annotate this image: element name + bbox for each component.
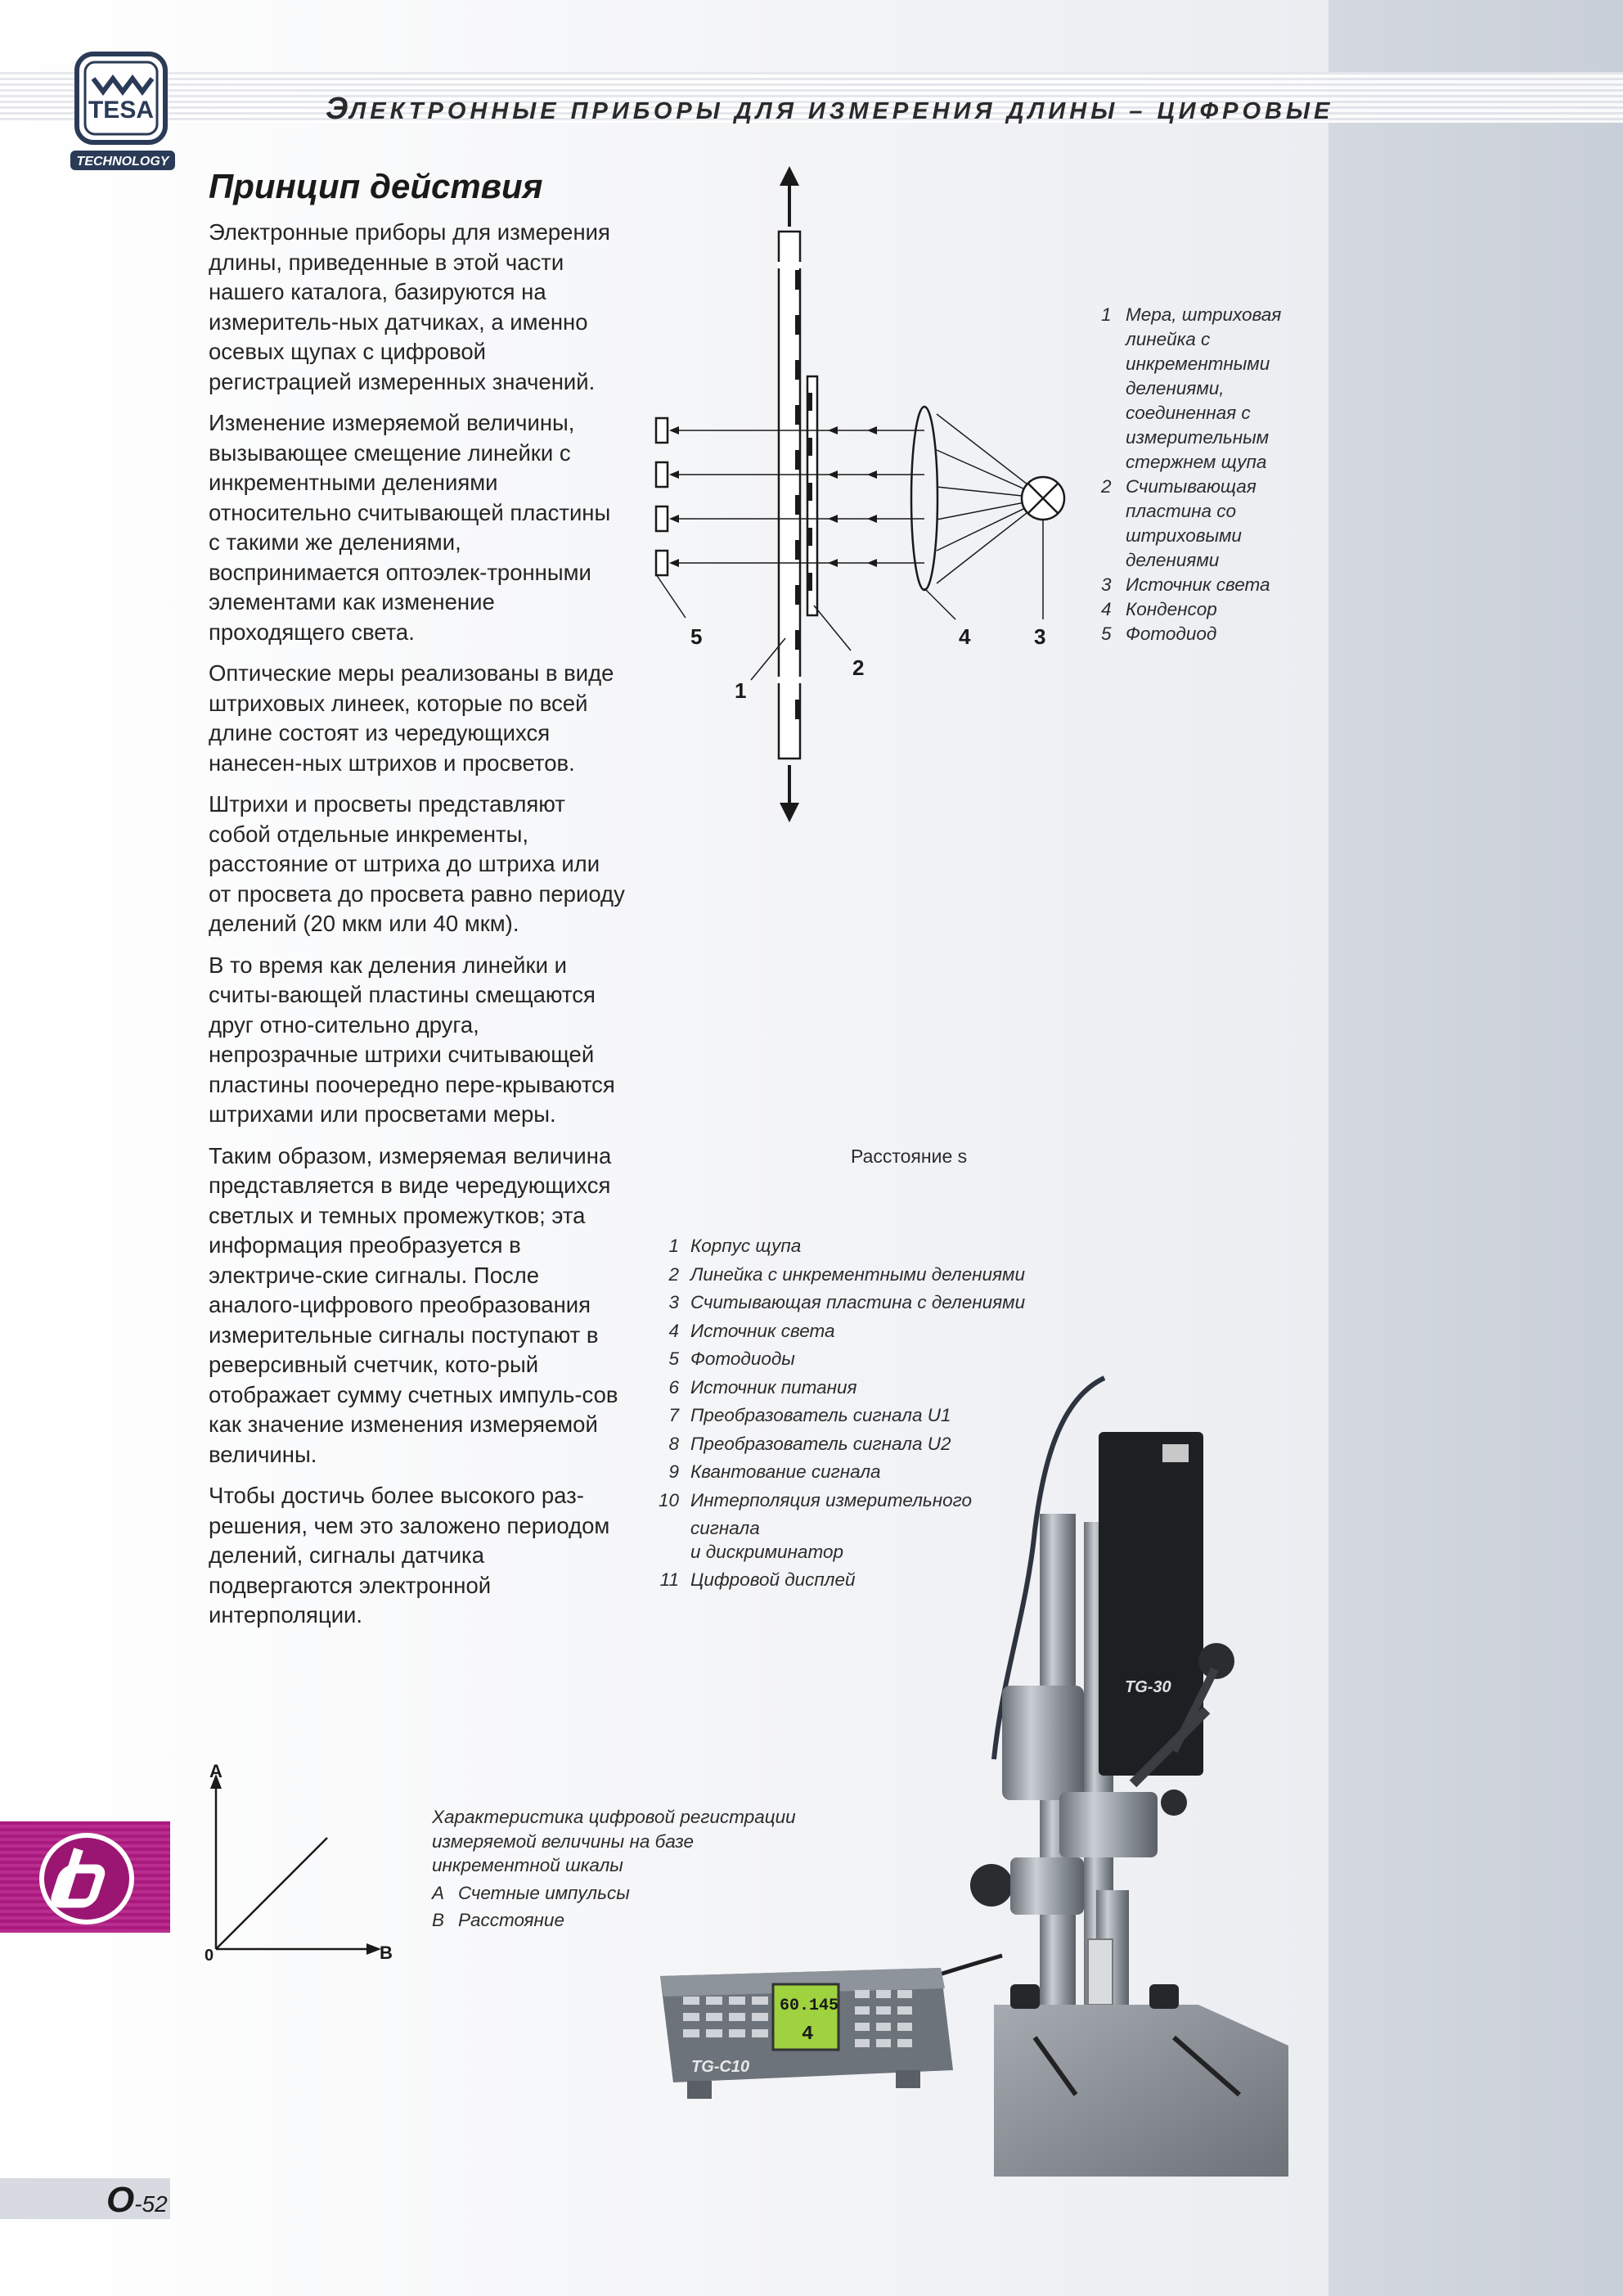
legend-item: 7 Преобразователь сигнала U1 [668, 1405, 951, 1425]
distance-label: Расстояние s [851, 1146, 968, 1167]
paragraph: Чтобы достичь более высокого раз-решения, чем это заложено периодом делений, сигналы датчика подвергаются электронной интерполяции. [209, 1483, 610, 1627]
diagram-label-5: 5 [690, 624, 703, 649]
paragraph: В то время как деления линейки и считы-вающей пластины смещаются друг отно-сительно друга, непрозрачные штрихи считывающей пластины поочередно пере-крываются штрихами или просветами меры. [209, 952, 615, 1127]
legend-item: 1 Мера, штриховая линейка с инкрементными делениями, соединенная с измерительным стержнем щупа [1101, 304, 1282, 472]
header-title-rest: ЛЕКТРОННЫЕ ПРИБОРЫ ДЛЯ ИЗМЕРЕНИЯ ДЛИНЫ – ЦИФРОВЫЕ [349, 98, 1334, 124]
arrow-up-icon [780, 166, 799, 186]
legend-item: 4 Источник света [668, 1320, 835, 1341]
paragraph: Электронные приборы для измерения длины, приведенные в этой части нашего каталога, базируются на измеритель-ных датчиках, а именно осевых щупах с цифровой регистрацией измеренных значений. [209, 219, 610, 394]
header-title [326, 92, 1333, 127]
leader-lines [656, 520, 1046, 680]
legend-item: 2 Линейка с инкрементными делениями [668, 1263, 1025, 1285]
origin-label: 0 [205, 1947, 214, 1964]
legend-item: 6 Источник питания [668, 1376, 857, 1398]
display-sub-value: 4 [802, 2024, 814, 2046]
logo-brand: TESA [88, 97, 155, 124]
right-background-band [1329, 0, 1623, 2296]
legend-item: 11 Цифровой дисплей [659, 1569, 856, 1590]
section-tab [0, 1821, 170, 1933]
diagram-label-2: 2 [852, 655, 865, 680]
stand-model-label: TG-30 [1125, 1678, 1171, 1696]
diagram-label-1: 1 [735, 678, 747, 703]
legend-item: 9 Квантование сигнала [668, 1461, 881, 1482]
legend-item: 8 Преобразователь сигнала U2 [668, 1433, 951, 1454]
page-number: O-52 [106, 2180, 168, 2220]
ray-arrowheads [669, 426, 877, 567]
photodiodes [656, 418, 668, 575]
diagram-label-3: 3 [1034, 624, 1046, 649]
legend-item: 3 Считывающая пластина с делениями [668, 1292, 1026, 1312]
body-text [209, 218, 626, 1642]
header-title-initial: Э [326, 92, 350, 126]
paragraph: Штрихи и просветы представляют собой отдельные инкременты, расстояние от штриха до штриха или от просвета до просвета равно периоду делений (20 мкм или 40 мкм). [209, 791, 625, 936]
legend-item: 4 Конденсор [1101, 599, 1217, 619]
legend-item: 3 Источник света [1101, 574, 1270, 595]
characteristic-chart [196, 1759, 409, 1964]
legend-item: 1 Корпус щупа [668, 1236, 802, 1256]
tesa-logo [70, 51, 175, 173]
legend-item: 10 Интерполяция измерительного сигнала [658, 1489, 972, 1538]
measuring-device-illustration [650, 1366, 1305, 2209]
light-rays [671, 414, 1045, 583]
legend-item: 5 Фотодиоды [668, 1348, 795, 1369]
stand-base [994, 2005, 1288, 2177]
logo-sub: TECHNOLOGY [76, 155, 169, 169]
legend-item-continuation: и дискриминатор [690, 1541, 843, 1562]
legend-item: 2 Считывающая пластина со штриховыми делениями [1101, 476, 1257, 570]
optical-principle-diagram [646, 160, 1104, 839]
paragraph: Изменение измеряемой величины, вызывающее смещение линейки с инкрементными делениями относительно считывающей пластины с такими же делениями, воспринимается оптоэлек-тронными элементами как изменение проходящего света. [209, 410, 611, 645]
legend-item: 5 Фотодиод [1101, 624, 1217, 644]
chart-caption-text: Характеристика цифровой регистрации измеряемой величины на базе инкрементной шкалы [432, 1807, 796, 1875]
diagram-label-4: 4 [959, 624, 971, 649]
chart-legend-item: A Счетные импульсы [432, 1882, 630, 1903]
characteristic-line [216, 1838, 327, 1949]
chart-legend-item: B Расстояние [432, 1910, 564, 1930]
clamp-knob-icon [970, 1864, 1013, 1907]
section-tab-icon [0, 1821, 170, 1933]
y-axis-label: A [209, 1761, 223, 1781]
display-model-label: TG-C10 [691, 2058, 750, 2076]
display-value: 60.145 [780, 1997, 839, 2015]
diagram-legend [1101, 303, 1338, 646]
paragraph: Таким образом, измеряемая величина представляется в виде чередующихся светлых и темных промежутков; эта информация преобразуется в электриче-ские сигналы. После аналого-цифрового преобразования измерительные сигналы поступают в реверсивный счетчик, кото-рый отображает сумму счетных импуль-сов как значение изменения измеряемой величины. [209, 1142, 618, 1467]
arrow-down-icon [780, 803, 799, 822]
x-axis-label: B [380, 1943, 393, 1963]
section-title: Принцип действия [209, 167, 543, 205]
paragraph: Оптические меры реализованы в виде штриховых линеек, которые по всей длине состоят из чередующихся нанесен-ных штрихов и просветов. [209, 660, 614, 776]
